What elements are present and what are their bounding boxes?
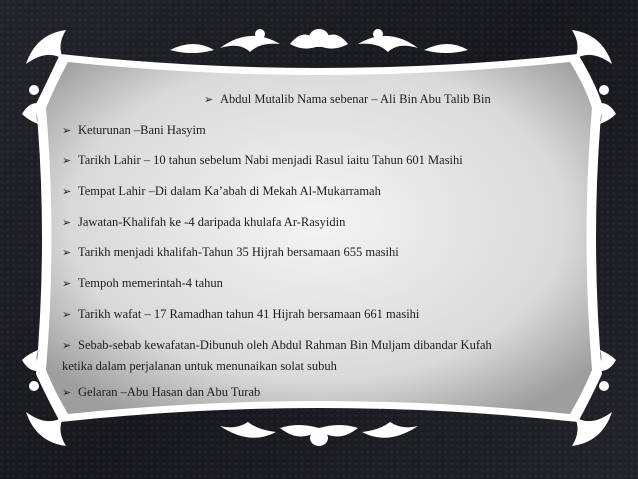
- list-item: [62, 299, 582, 330]
- arrowhead-bullet-icon: ➢: [62, 339, 72, 352]
- arrowhead-bullet-icon: ➢: [204, 94, 214, 106]
- list-item-text: Tarikh menjadi khalifah-Tahun 35 Hijrah bersamaan 655 masihi: [78, 245, 399, 260]
- list-item-text: Tarikh Lahir – 10 tahun sebelum Nabi menjadi Rasul iaitu Tahun 601 Masihi: [78, 153, 463, 168]
- list-item: [62, 268, 582, 299]
- list-item: [62, 237, 582, 268]
- list-item-continuation-text: ketika dalam perjalanan untuk menunaikan solat subuh: [62, 358, 337, 373]
- list-item-text: Keturunan –Bani Hasyim: [78, 122, 206, 137]
- arrowhead-bullet-icon: ➢: [62, 216, 72, 229]
- bullet-list: [62, 84, 582, 407]
- list-item-text: Tempoh memerintah-4 tahun: [78, 276, 223, 291]
- list-item-text: Jawatan-Khalifah ke -4 daripada khulafa Ar-Rasyidin: [78, 214, 346, 229]
- arrowhead-bullet-icon: ➢: [62, 124, 72, 137]
- arrowhead-bullet-icon: ➢: [62, 186, 72, 199]
- arrowhead-bullet-icon: ➢: [62, 278, 72, 291]
- list-item: [62, 115, 582, 146]
- list-item: [62, 207, 582, 238]
- list-item: [62, 145, 582, 176]
- arrowhead-bullet-icon: ➢: [62, 386, 72, 399]
- list-item: [62, 335, 582, 355]
- list-item-continuation: [62, 355, 582, 377]
- arrowhead-bullet-icon: ➢: [62, 155, 72, 168]
- arrowhead-bullet-icon: ➢: [62, 308, 72, 321]
- list-item: [62, 176, 582, 207]
- list-item-text: Tempat Lahir –Di dalam Ka’abah di Mekah Al-Mukarramah: [78, 184, 381, 199]
- list-item-text: Sebab-sebab kewafatan-Dibunuh oleh Abdul Rahman Bin Muljam dibandar Kufah: [78, 337, 492, 352]
- list-item: [62, 377, 582, 408]
- list-item-text: Gelaran –Abu Hasan dan Abu Turab: [78, 384, 261, 399]
- arrowhead-bullet-icon: ➢: [62, 247, 72, 260]
- list-item-text: Tarikh wafat – 17 Ramadhan tahun 41 Hijrah bersamaan 661 masihi: [78, 306, 420, 321]
- list-item: [62, 84, 582, 115]
- list-item-text: Abdul Mutalib Nama sebenar – Ali Bin Abu Talib Bin: [220, 92, 491, 106]
